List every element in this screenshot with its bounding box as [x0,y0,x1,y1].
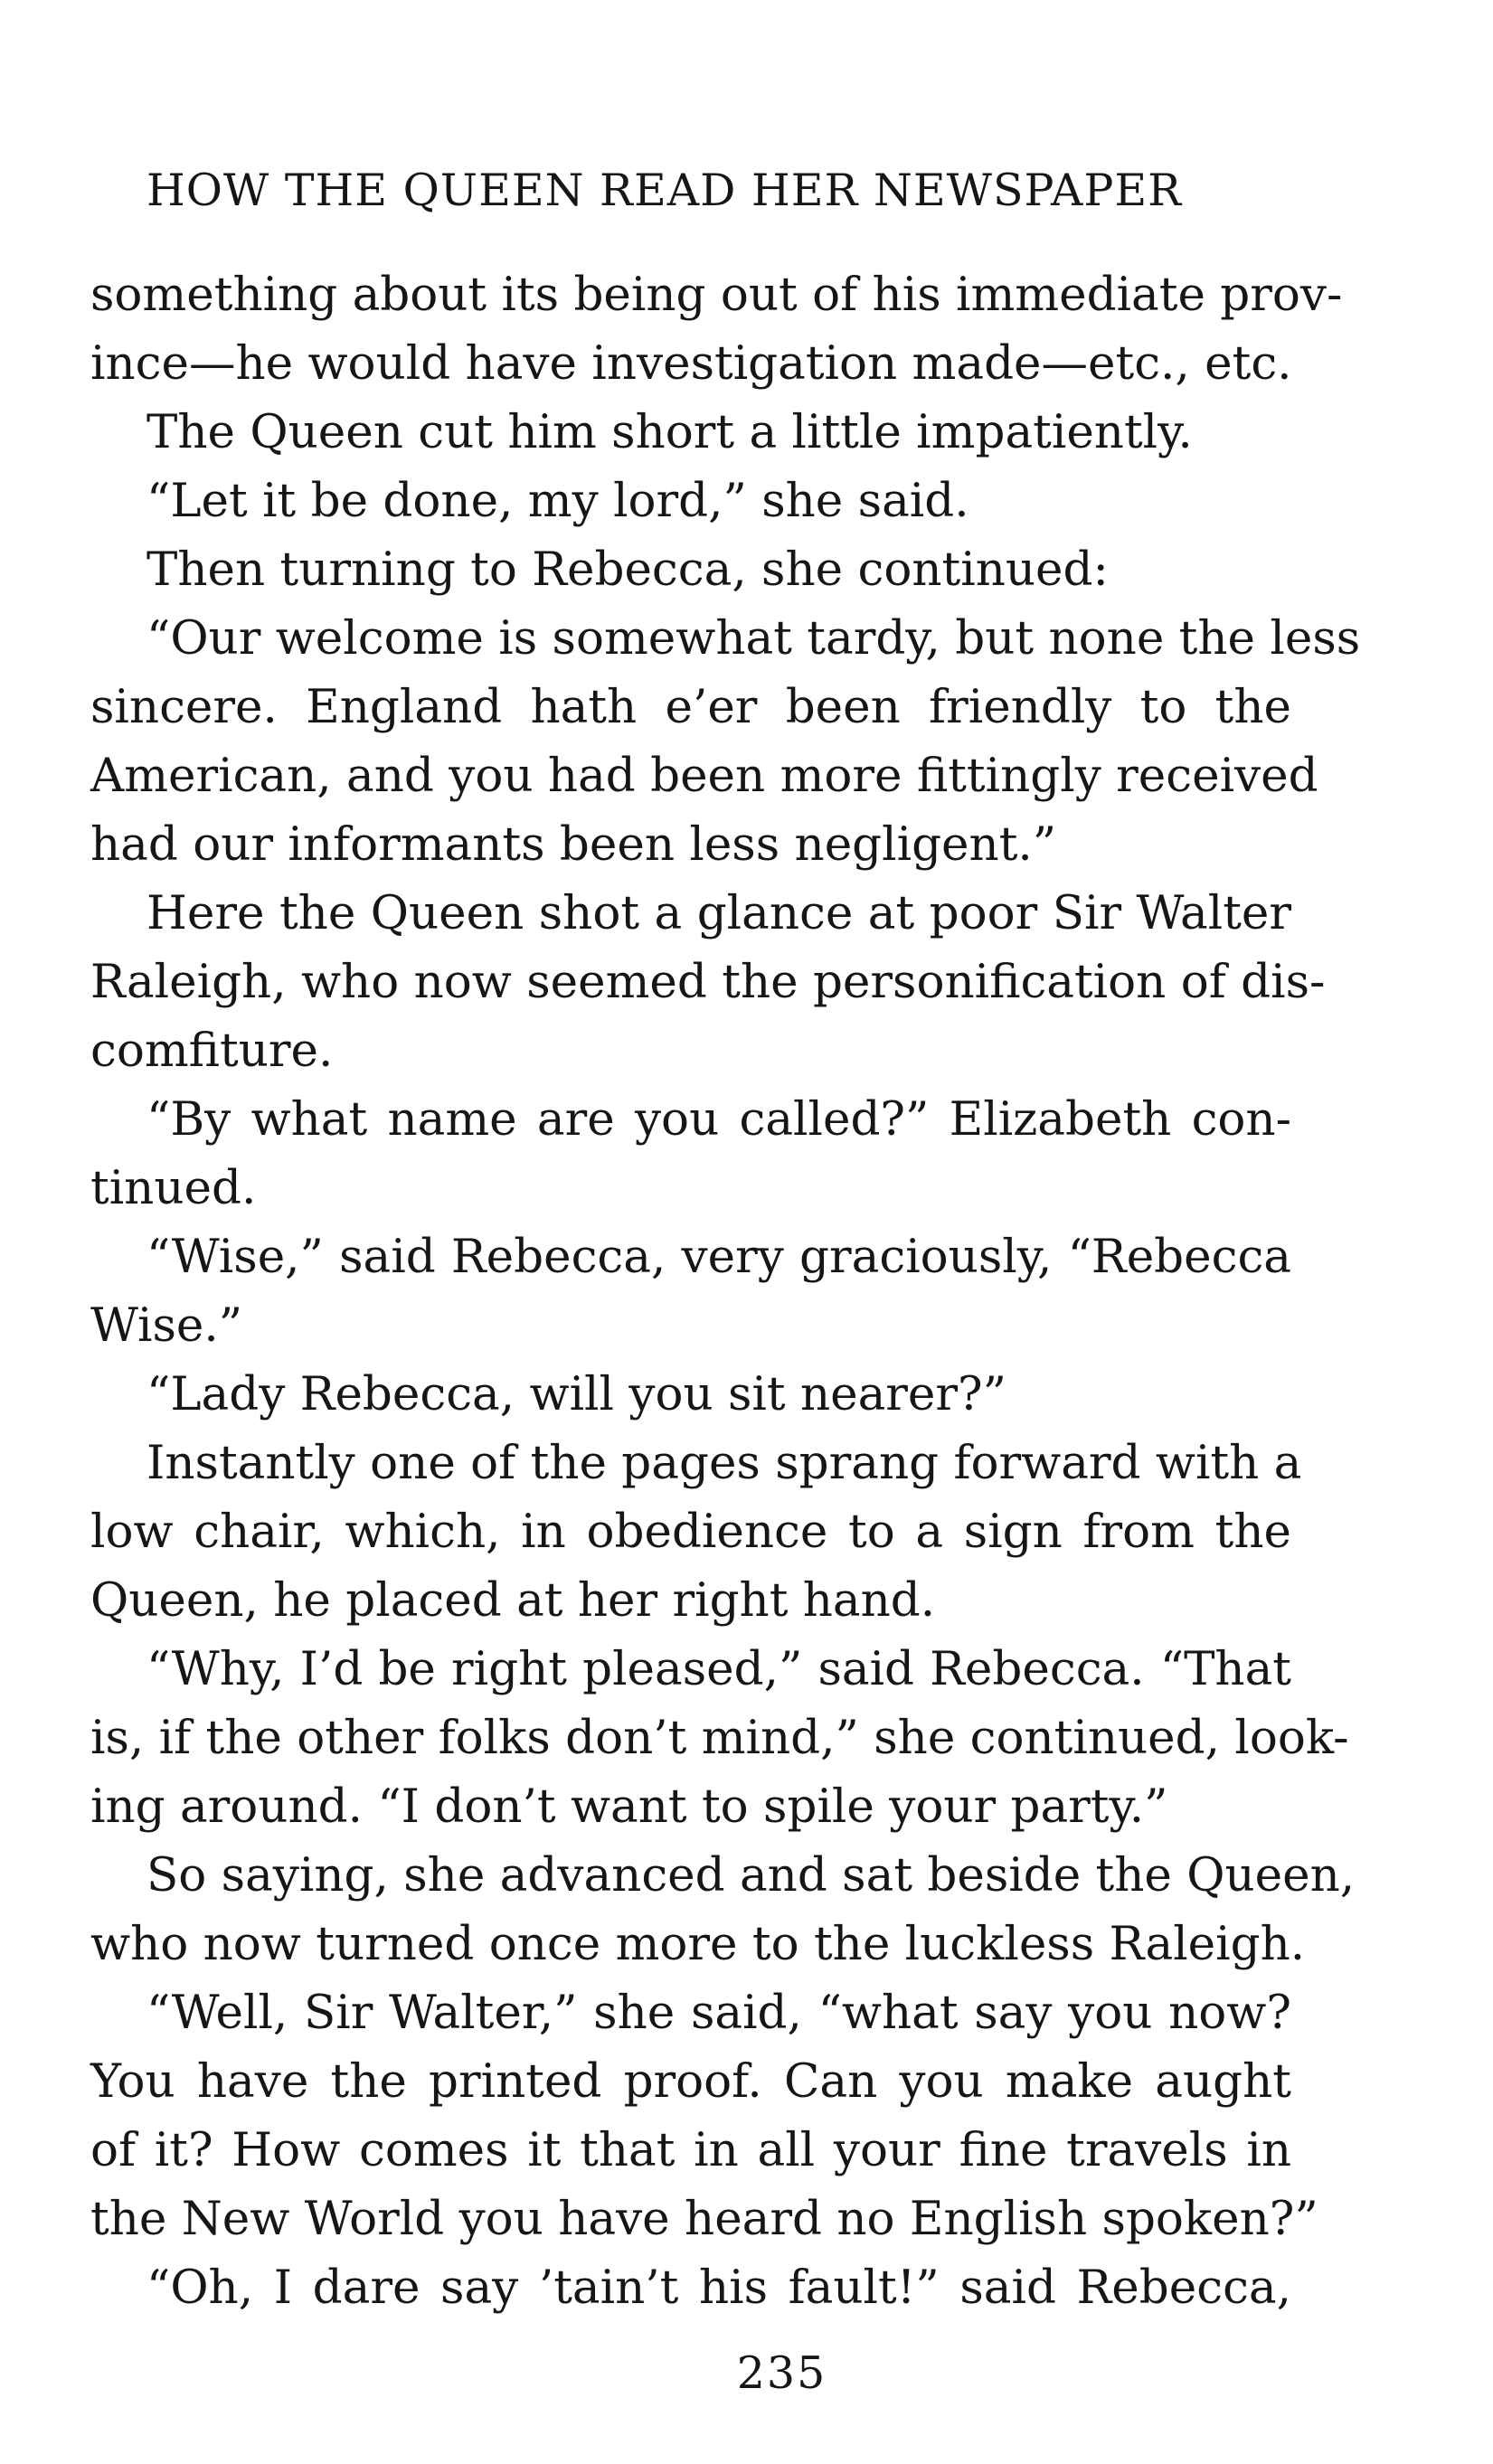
text-line: You have the printed proof. Can you make aught [90,2054,1291,2109]
text-line: “Lady Rebecca, will you sit nearer?” [146,1367,1006,1421]
text-line: “Oh, I dare say ’tain’t his fault!” said Rebecca, [146,2261,1291,2315]
text-line: Wise.” [90,1298,243,1353]
text-line: American, and you had been more fittingly received [90,749,1318,803]
text-line: tinued. [90,1161,257,1215]
text-line: “Why, I’d be right pleased,” said Rebecca. “That [146,1642,1291,1696]
text-line: Here the Queen shot a glance at poor Sir Walter [146,886,1291,940]
text-line: Then turning to Rebecca, she continued: [146,543,1109,597]
page-number: 235 [736,2347,827,2399]
text-line: ince—he would have investigation made—etc., etc. [90,336,1292,391]
text-line: had our informants been less negligent.” [90,817,1057,872]
text-line: “Wise,” said Rebecca, very graciously, “Rebecca [146,1230,1291,1284]
text-line: the New World you have heard no English spoken?” [90,2192,1318,2246]
text-line: of it? How comes it that in all your fine travels in [90,2123,1291,2177]
text-line: low chair, which, in obedience to a sign from the [90,1505,1291,1559]
text-line: sincere. England hath e’er been friendly to the [90,680,1291,734]
text-line: is, if the other folks don’t mind,” she continued, look- [90,1711,1349,1765]
text-line: The Queen cut him short a little impatiently. [146,405,1193,459]
body-text [90,260,1361,2322]
text-line: something about its being out of his immediate prov- [90,268,1343,322]
text-line: So saying, she advanced and sat beside the Queen, [146,1848,1356,1902]
text-line: ing around. “I don’t want to spile your party.” [90,1780,1168,1834]
text-line: who now turned once more to the luckless Raleigh. [90,1917,1306,1971]
text-line: Queen, he placed at her right hand. [90,1573,936,1628]
text-line: “By what name are you called?” Elizabeth con- [146,1092,1291,1147]
text-line: “Let it be done, my lord,” she said. [146,474,969,528]
running-head: HOW THE QUEEN READ HER NEWSPAPER [146,165,1183,216]
text-line: Raleigh, who now seemed the personification of dis- [90,955,1326,1009]
text-line: “Well, Sir Walter,” she said, “what say you now? [146,1986,1291,2040]
text-line: Instantly one of the pages sprang forward with a [146,1436,1302,1490]
text-line: “Our welcome is somewhat tardy, but none the less [146,611,1361,666]
text-line: comfiture. [90,1024,334,1078]
